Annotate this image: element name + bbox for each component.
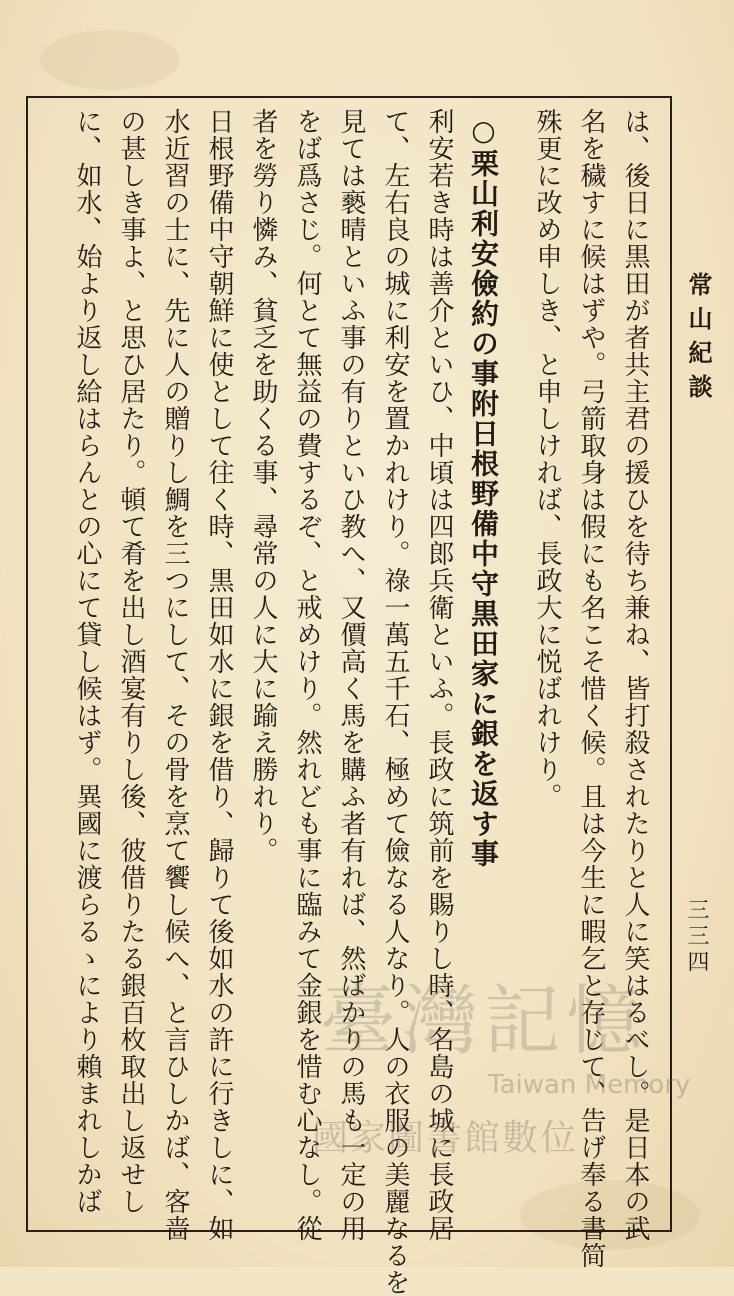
- blank-line: [508, 108, 522, 1220]
- body-text: [44, 108, 654, 1296]
- text-line: は、後日に黒田が者共主君の援ひを待ち兼ね、皆打殺されたりと人に笑はるべし。是日本の武: [620, 108, 650, 1242]
- text-line: 者を勞り憐み、貧乏を助くる事、尋常の人に大に踰え勝れり。: [248, 108, 278, 864]
- book-title: 常山紀談: [684, 272, 713, 408]
- text-line: 見ては褻晴といふ事の有りといひ教へ、又價高く馬を購ふ者有れば、然ばかりの馬も一定の用: [336, 108, 366, 1242]
- page-number: 三三四: [684, 898, 709, 976]
- text-line: の甚しき事よ、と思ひ居たり。頓て肴を出し酒宴有りし後、彼借りたる銀百枚取出し返せし: [116, 108, 146, 1215]
- watermark-library: 國家圖書館數位: [312, 1118, 579, 1159]
- paper-stain: [40, 30, 180, 90]
- text-line: 日根野備中守朝鮮に使として往く時、黒田如水に銀を借り、歸りて後如水の許に行きしに、如: [204, 108, 234, 1242]
- text-line: て、左右良の城に利安を置かれけり。祿一萬五千石、極めて儉なる人なり。人の衣服の美麗なるを: [380, 108, 410, 1296]
- section-heading: ○栗山利安儉約の事附日根野備中守黒田家に銀を返す事: [467, 114, 500, 869]
- text-line: 利安若き時は善介といひ、中頃は四郎兵衛といふ。長政に筑前を賜りし時、名島の城に長政居: [424, 108, 454, 1242]
- watermark-english: Taiwan Memory: [488, 1070, 691, 1100]
- text-line: をば爲さじ。何とて無益の費するぞ、と戒めけり。然れども事に臨みて金銀を惜む心なし。從: [292, 108, 322, 1242]
- text-line: 名を穢すに候はずや。弓箭取身は假にも名こそ惜く候。且は今生に暇乞と存じて、告げ奉る書简: [576, 108, 606, 1269]
- text-line: 殊更に改め申しき、と申しければ、長政大に悦ばれけり。: [532, 108, 562, 810]
- text-line: に、如水、始より返し給はらんとの心にて貸し候はず。異國に渡らるゝにより賴まれしかば: [72, 108, 102, 1215]
- text-line: 水近習の士に、先に人の贈りし鯛を三つにして、その骨を烹て饗し候へ、と言ひしかば、客啬: [160, 108, 190, 1242]
- watermark-chinese: 臺灣記憶: [320, 976, 648, 1065]
